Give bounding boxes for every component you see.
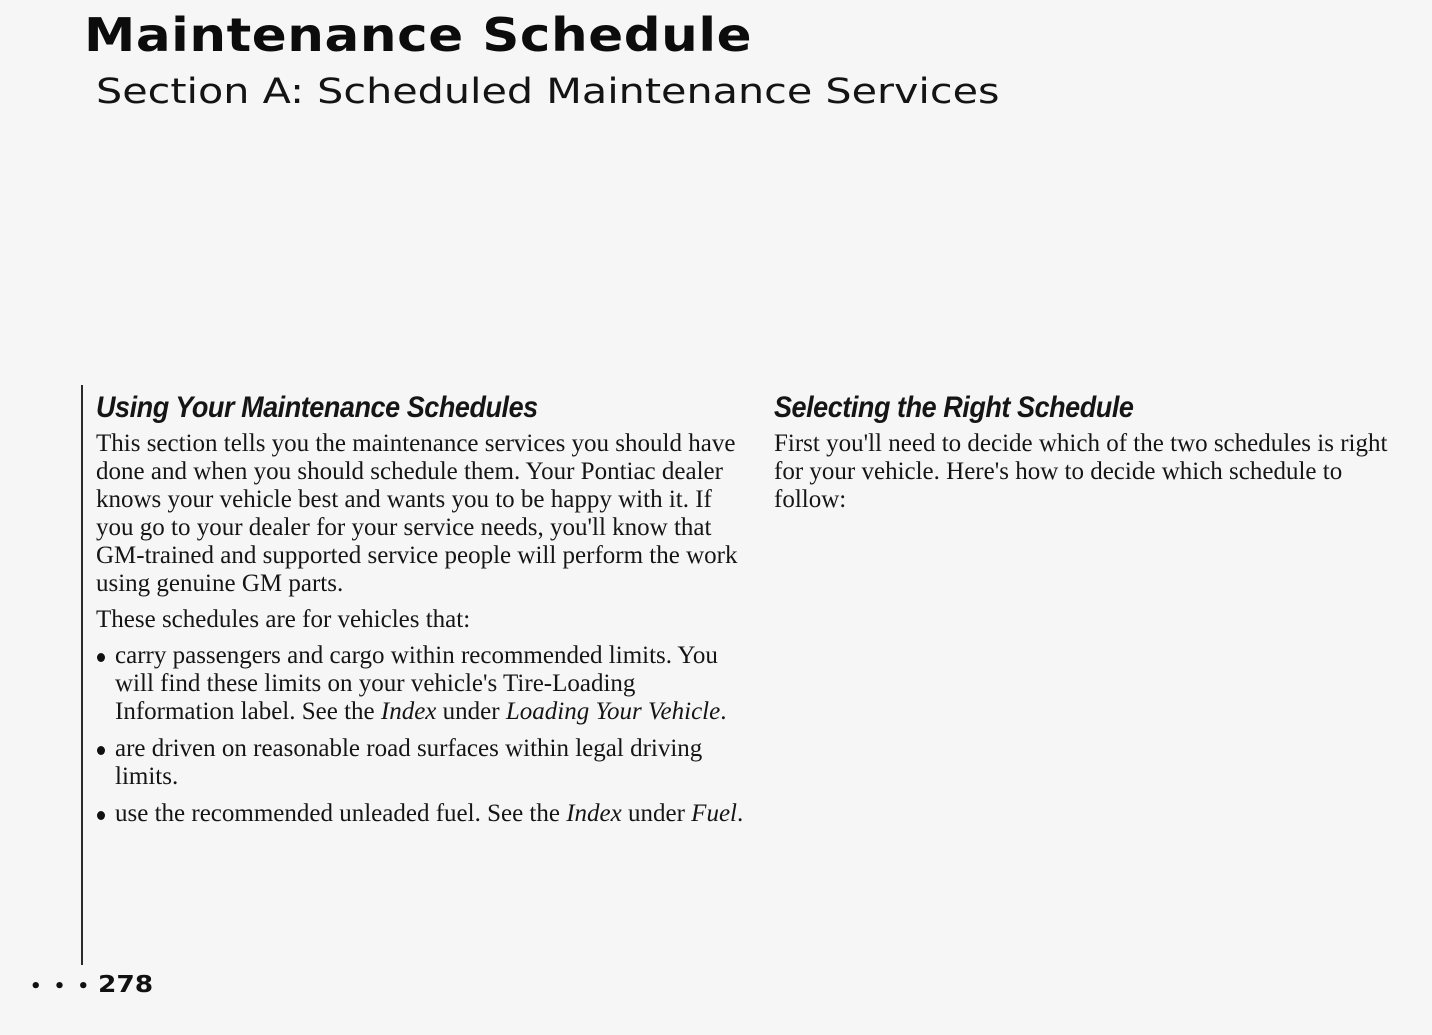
page-title: Maintenance Schedule <box>84 8 753 62</box>
selecting-paragraph: First you'll need to decide which of the two schedules is right for your vehicle. Here's how to decide which schedule to follow: <box>774 430 1388 513</box>
bullet-connector: under <box>436 698 506 725</box>
index-reference: Index <box>566 800 622 827</box>
bullet-end: . <box>720 698 727 725</box>
left-column <box>96 390 746 837</box>
bullet-text: are driven on reasonable road surfaces within legal driving limits. <box>115 735 703 790</box>
loading-reference: Loading Your Vehicle <box>505 698 721 725</box>
bullet-text: use the recommended unleaded fuel. See the <box>115 800 567 827</box>
bullet-icon <box>97 811 105 820</box>
bullet-icon <box>97 746 105 755</box>
index-reference: Index <box>380 698 437 725</box>
page-number: 278 <box>98 972 154 998</box>
column-divider <box>81 385 83 965</box>
vehicles-intro-paragraph: These schedules are for vehicles that: <box>96 606 471 633</box>
left-column-heading: Using Your Maintenance Schedules <box>96 391 538 424</box>
section-subtitle: Section A: Scheduled Maintenance Services <box>96 72 1000 112</box>
bullet-text: carry passengers and cargo within recommended limits. You will find these limits on your vehicle's Tire-Loading Information label. See the <box>115 642 718 725</box>
bullet-end: . <box>737 800 744 827</box>
list-item <box>96 642 746 726</box>
list-item <box>96 800 746 828</box>
right-column-heading: Selecting the Right Schedule <box>774 391 1134 424</box>
bullet-icon <box>97 653 105 662</box>
fuel-reference: Fuel <box>691 800 737 827</box>
conditions-list <box>96 642 746 828</box>
bullet-connector: under <box>621 800 692 827</box>
right-column <box>774 390 1404 514</box>
intro-paragraph: This section tells you the maintenance services you should have done and when you should schedule them. Your Pontiac dealer knows your vehicle best and wants you to be happy with it. If you go to your dealer for your service needs, you'll know that GM-trained and supported service people will perform the work using genuine GM parts. <box>96 430 738 597</box>
list-item <box>96 735 746 791</box>
page-footer <box>30 972 154 998</box>
footer-dots: • • • <box>30 976 93 997</box>
